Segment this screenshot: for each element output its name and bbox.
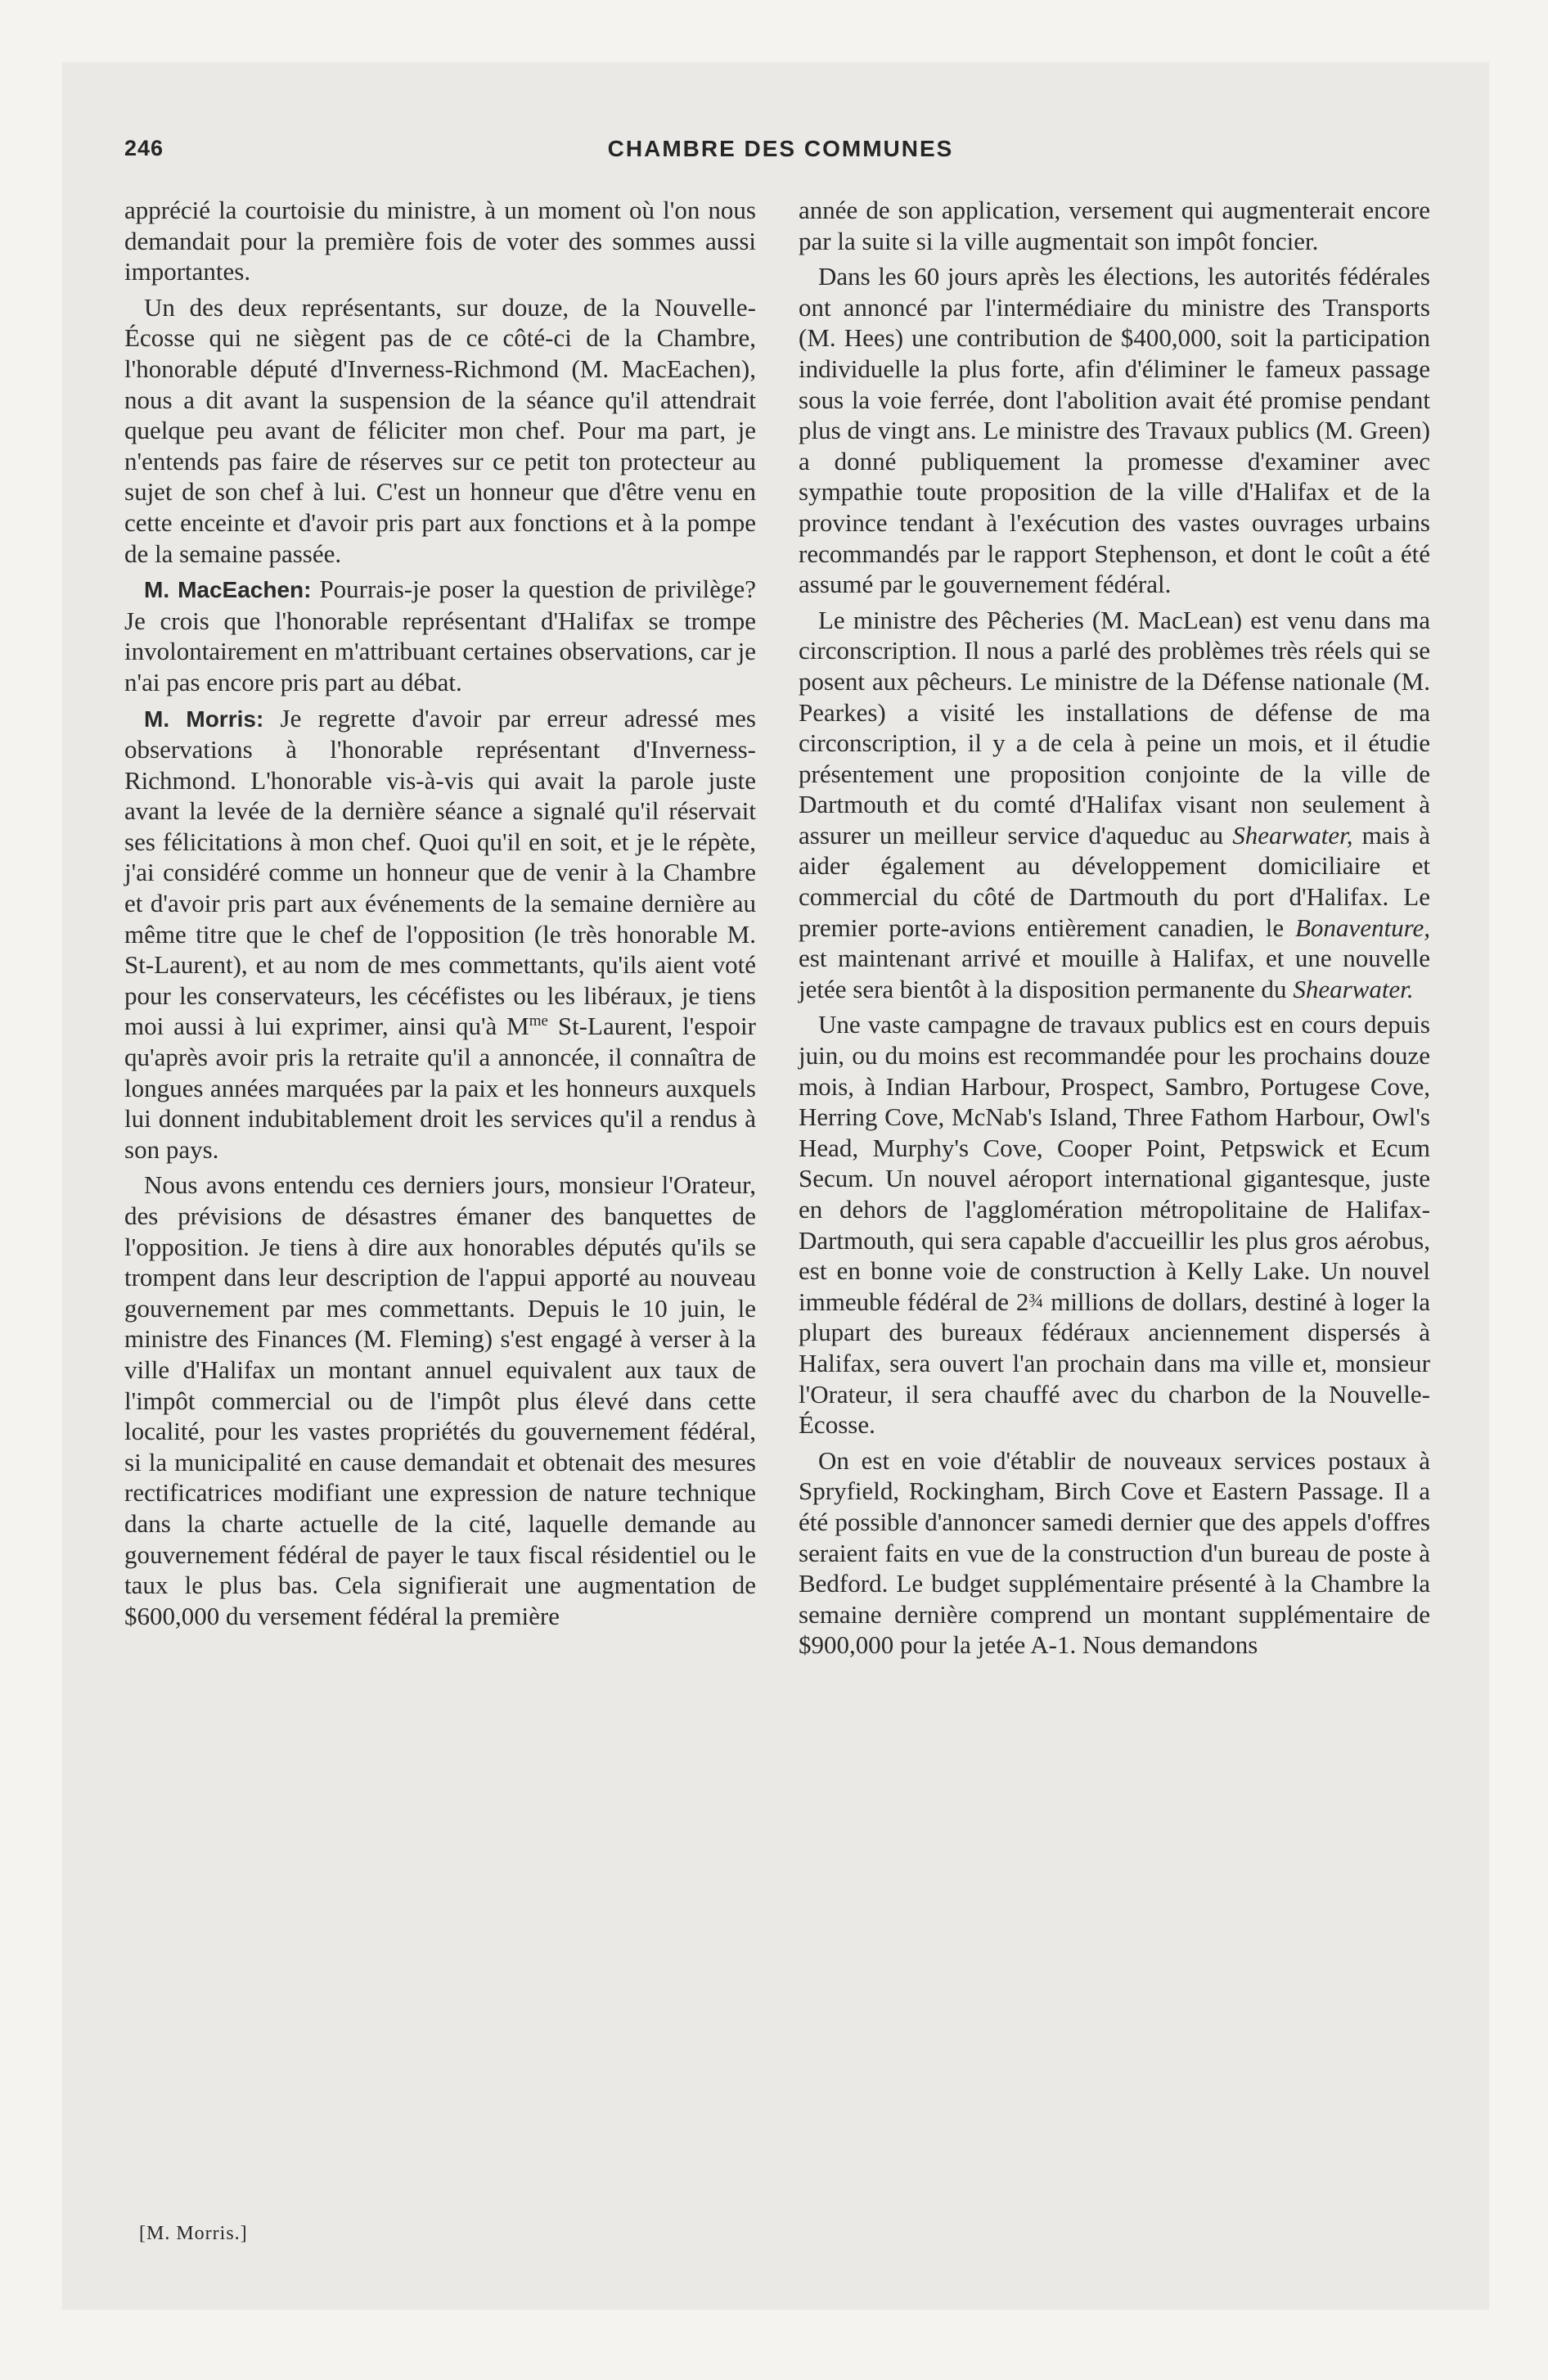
paragraph: apprécié la courtoisie du ministre, à un moment où l'on nous demandait pour la première fois de voter des sommes aussi importantes. bbox=[124, 196, 756, 286]
page-header bbox=[124, 136, 1437, 175]
fraction: ¾ bbox=[1028, 1290, 1044, 1312]
speaker-name: M. MacEachen: bbox=[144, 577, 312, 603]
ship-name: Shearwater, bbox=[1232, 820, 1353, 850]
ship-name: Bonaventure, bbox=[1295, 913, 1430, 942]
paragraph: année de son application, versement qui augmenterait encore par la suite si la ville augmentait son impôt foncier. bbox=[799, 196, 1430, 255]
speech-text: St-Laurent, l'espoir qu'après avoir pris la retraite qu'il a annoncée, il connaîtra de longues années marquées par la paix et les honneurs auxquels lui donnent indubitablement droit les services qu'il a rendus à son pays. bbox=[124, 1012, 756, 1164]
paragraph-text: est maintenant arrivé et mouille à Halifax, et une nouvelle jetée sera bientôt à la disposition permanente du bbox=[799, 944, 1430, 1003]
paragraph: Dans les 60 jours après les élections, les autorités fédérales ont annoncé par l'intermédiaire du ministre des Transports (M. Hees) une contribution de $400,000, soit la participation individuelle la plus forte, afin d'éliminer le fameux passage sous la voie ferrée, dont l'abolition avait été promise pendant plus de vingt ans. Le ministre des Travaux publics (M. Green) a donné publiquement la promesse d'examiner avec sympathie toute proposition de la ville d'Halifax et de la province tendant à l'exécution des vastes ouvrages urbains recommandés par le rapport Stephenson, et dont le coût a été assumé par le gouvernement fédéral. bbox=[799, 262, 1430, 599]
running-head: CHAMBRE DES COMMUNES bbox=[607, 136, 954, 161]
speech-text: Pourrais-je poser la question de privilège? Je crois que l'honorable représentant d'Halifax se trompe involontairement en m'attribuant certaines observations, car je n'ai pas encore pris part au débat. bbox=[124, 575, 756, 696]
paragraph-text: Le ministre des Pêcheries (M. MacLean) est venu dans ma circonscription. Il nous a parlé des problèmes très réels qui se posent aux pêcheurs. Le ministre de la Défense nationale (M. Pearkes) a visité les installations de défense de ma circonscription, il y a de cela à peine un mois, et il étudie présentement une proposition conjointe de la ville de Dartmouth et du comté d'Halifax visant non seulement à assurer un meilleur service d'aqueduc au bbox=[799, 605, 1430, 850]
right-column bbox=[799, 195, 1430, 1666]
paragraph bbox=[799, 1009, 1430, 1440]
superscript: me bbox=[529, 1012, 548, 1030]
paragraph-text: millions de dollars, destiné à loger la plupart des bureaux fédéraux anciennement dispersés à Halifax, sera ouvert l'an prochain dans ma ville et, monsieur l'Orateur, il sera chauffé avec du charbon de la Nouvelle-Écosse. bbox=[799, 1287, 1430, 1440]
speech-text: Je regrette d'avoir par erreur adressé mes observations à l'honorable représentant d'Inverness-Richmond. L'honorable vis-à-vis qui avait la parole juste avant la levée de la dernière séance a signalé qu'il réservait ses félicitations à mon chef. Quoi qu'il en soit, et je le répète, j'ai considéré comme un honneur que de venir à la Chambre et d'avoir pris part aux événements de la semaine dernière au même titre que le chef de l'opposition (le très honorable M. St-Laurent), et au nom de mes commettants, qu'ils aient voté pour les conservateurs, les cécéfistes ou les libéraux, je tiens moi aussi à lui exprimer, ainsi qu'à M bbox=[124, 703, 756, 1041]
page-number: 246 bbox=[124, 136, 164, 160]
paragraph: Un des deux représentants, sur douze, de la Nouvelle-Écosse qui ne siègent pas de ce côté-ci de la Chambre, l'honorable député d'Inverness-Richmond (M. MacEachen), nous a dit avant la suspension de la séance qu'il attendrait quelque peu avant de féliciter mon chef. Pour ma part, je n'entends pas faire de réserves sur ce petit ton protecteur au sujet de son chef à lui. C'est un honneur que d'être venu en cette enceinte et d'avoir pris part aux fonctions et à la pompe de la semaine passée. bbox=[124, 292, 756, 568]
paragraph: On est en voie d'établir de nouveaux services postaux à Spryfield, Rockingham, Birch Cove et Eastern Passage. Il a été possible d'annoncer samedi dernier que des appels d'offres seraient faits en vue de la construction d'un bureau de poste à Bedford. Le budget supplémentaire présenté à la Chambre la semaine dernière comprend un montant supplémentaire de $900,000 pour la jetée A-1. Nous demandons bbox=[799, 1445, 1430, 1660]
paragraph-text: Une vaste campagne de travaux publics est en cours depuis juin, ou du moins est recommandée pour les prochains douze mois, à Indian Harbour, Prospect, Sambro, Portugese Cove, Herring Cove, McNab's Island, Three Fathom Harbour, Owl's Head, Murphy's Cove, Cooper Point, Petpswick et Ecum Secum. Un nouvel aéroport international gigantesque, juste en dehors de l'agglomération métropolitaine de Halifax-Dartmouth, qui sera capable d'accueillir les plus gros aérobus, est en bonne voie de construction à Kelly Lake. Un nouvel immeuble fédéral de 2 bbox=[799, 1010, 1430, 1316]
left-column bbox=[124, 195, 756, 1636]
ship-name: Shearwater. bbox=[1293, 974, 1414, 1003]
paragraph-text: mais à aider également au développement domiciliaire et commercial du côté de Dartmouth du port d'Halifax. Le premier porte-avions entièrement canadien, le bbox=[799, 820, 1430, 942]
paragraph bbox=[124, 574, 756, 697]
speaker-reference: [M. Morris.] bbox=[139, 2223, 248, 2244]
paragraph: Nous avons entendu ces derniers jours, monsieur l'Orateur, des prévisions de désastres émaner des banquettes de l'opposition. Je tiens à dire aux honorables députés qu'ils se trompent dans leur description de l'appui apporté au nouveau gouvernement par mes commettants. Depuis le 10 juin, le ministre des Finances (M. Fleming) s'est engagé à verser à la ville d'Halifax un montant annuel equivalent aux taux de l'impôt commercial ou de l'impôt plus élevé dans cette localité, pour les vastes propriétés du gouvernement fédéral, si la municipalité en cause demandait et obtenait des mesures rectificatrices modifiant une expression de nature technique dans la charte actuelle de la cité, laquelle demande au gouvernement fédéral de payer le taux fiscal résidentiel ou le taux le plus bas. Cela signifierait une augmentation de $600,000 du versement fédéral la première bbox=[124, 1170, 756, 1630]
paragraph bbox=[799, 605, 1430, 1005]
paragraph bbox=[124, 703, 756, 1165]
speaker-name: M. Morris: bbox=[144, 705, 264, 732]
